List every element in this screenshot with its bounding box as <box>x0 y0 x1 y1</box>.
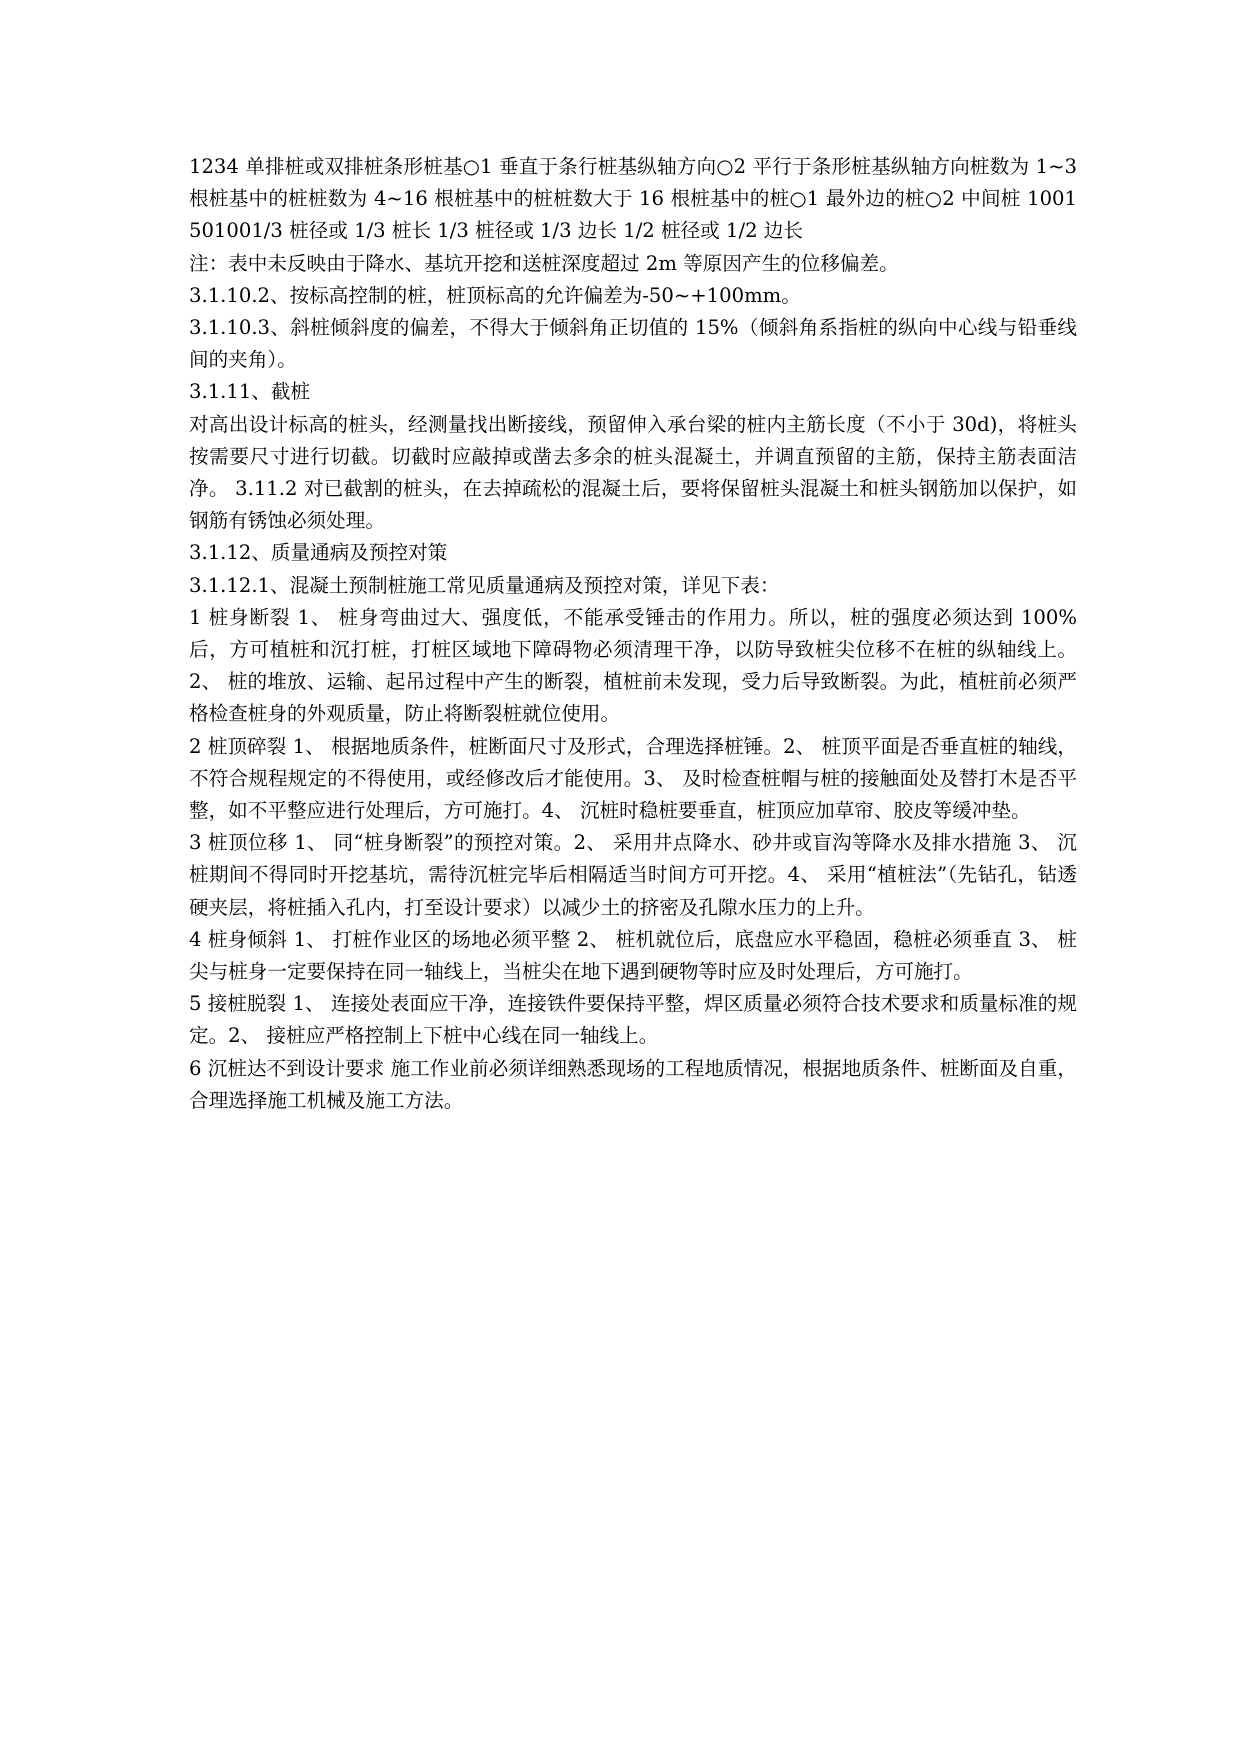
paragraph-deviation-table-summary: 1234 单排桩或双排桩条形桩基○1 垂直于条行桩基纵轴方向○2 平行于条形桩基纵轴方向桩数为 1~3 根桩基中的桩桩数为 4~16 根桩基中的桩桩数大于 16 根桩基中的桩○1 最外边的桩○2 中间桩 1001501001/3 桩径或 1/3 桩长 1/3 桩径或 1/3 边长 1/2 桩径或 1/2 边长 <box>189 155 1077 243</box>
paragraph-pile-cutting: 对高出设计标高的桩头，经测量找出断接线，预留伸入承台梁的桩内主筋长度（不小于 30d)，将桩头按需要尺寸进行切截。切截时应敲掉或凿去多余的桩头混凝土，并调直预留的主筋，保持主筋表面洁净。 3.11.2 对已截割的桩头，在去掉疏松的混凝土后，要将保留桩头混凝土和桩头钢筋加以保护，如钢筋有锈蚀必须处理。 <box>189 412 1077 533</box>
paragraph-table-note: 注：表中未反映由于降水、基坑开挖和送桩深度超过 2m 等原因产生的位移偏差。 <box>189 251 899 275</box>
paragraph-3-1-10-3: 3.1.10.3、斜桩倾斜度的偏差，不得大于倾斜角正切值的 15%（倾斜角系指桩的纵向中心线与铅垂线间的夹角）。 <box>189 316 1077 372</box>
paragraph-3-1-10-2: 3.1.10.2、按标高控制的桩，桩顶标高的允许偏差为-50~+100mm。 <box>189 283 801 307</box>
paragraph-issue-1-pile-fracture: 1 桩身断裂 1、 桩身弯曲过大、强度低，不能承受锤击的作用力。所以，桩的强度必须达到 100%后，方可植桩和沉打桩，打桩区域地下障碍物必须清理干净，以防导致桩尖位移不在桩的纵轴线上。2、 桩的堆放、运输、起吊过程中产生的断裂，植桩前未发现，受力后导致断裂。为此，植桩前必须严格检查桩身的外观质量，防止将断裂桩就位使用。 <box>189 605 1077 726</box>
paragraph-issue-2-pile-head-crushing: 2 桩顶碎裂 1、 根据地质条件，桩断面尺寸及形式，合理选择桩锤。2、 桩顶平面是否垂直桩的轴线，不符合规程规定的不得使用，或经修改后才能使用。3、 及时检查桩帽与桩的接触面处及替打木是否平整，如不平整应进行处理后，方可施打。4、 沉桩时稳桩要垂直，桩顶应加草帘、胶皮等缓冲垫。 <box>189 734 1077 823</box>
heading-3-1-12: 3.1.12、质量通病及预控对策 <box>189 541 448 565</box>
document-page <box>189 151 1077 1117</box>
paragraph-issue-3-pile-head-displacement: 3 桩顶位移 1、 同“桩身断裂”的预控对策。2、 采用井点降水、砂井或盲沟等降水及排水措施 3、 沉桩期间不得同时开挖基坑，需待沉桩完毕后相隔适当时间方可开挖。4、 采用“植桩法”（先钻孔，钻透硬夹层，将桩插入孔内，打至设计要求）以减少土的挤密及孔隙水压力的上升。 <box>189 831 1077 919</box>
paragraph-issue-6-design-not-reached: 6 沉桩达不到设计要求 施工作业前必须详细熟悉现场的工程地质情况，根据地质条件、桩断面及自重，合理选择施工机械及施工方法。 <box>189 1056 1077 1112</box>
paragraph-3-1-12-1: 3.1.12.1、混凝土预制桩施工常见质量通病及预控对策，详见下表： <box>189 573 780 597</box>
paragraph-issue-5-joint-separation: 5 接桩脱裂 1、 连接处表面应干净，连接铁件要保持平整，焊区质量必须符合技术要求和质量标准的规定。2、 接桩应严格控制上下桩中心线在同一轴线上。 <box>189 992 1077 1048</box>
heading-3-1-11: 3.1.11、截桩 <box>189 380 311 404</box>
paragraph-issue-4-pile-tilt: 4 桩身倾斜 1、 打桩作业区的场地必须平整 2、 桩机就位后，底盘应水平稳固，稳桩必须垂直 3、 桩尖与桩身一定要保持在同一轴线上，当桩尖在地下遇到硬物等时应及时处理后，方可施打。 <box>189 927 1077 984</box>
